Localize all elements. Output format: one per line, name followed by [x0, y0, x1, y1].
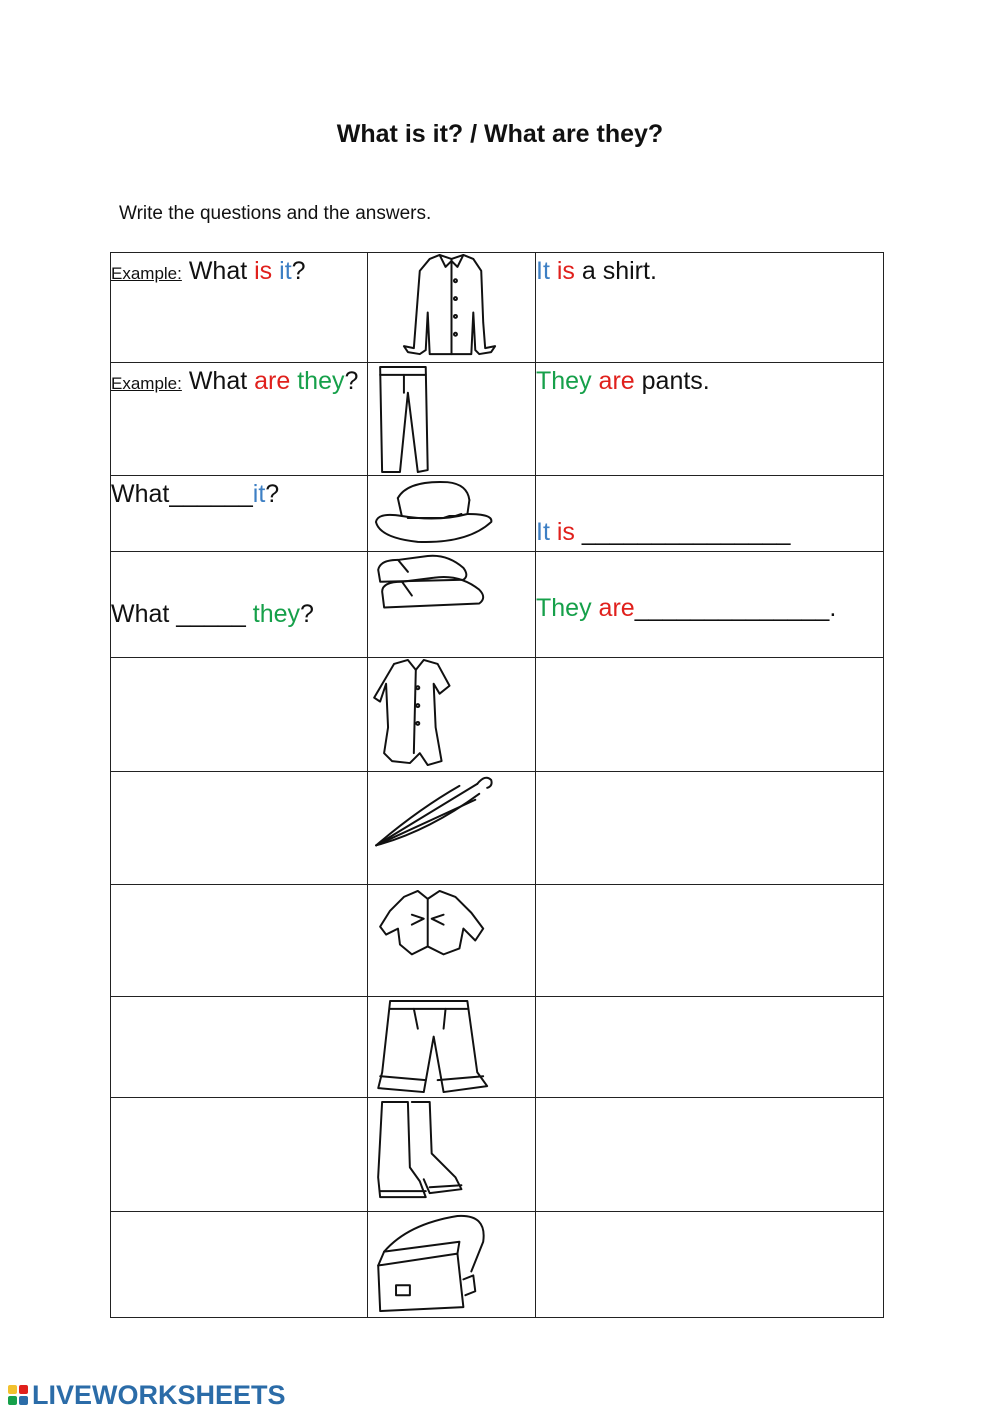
question-pronoun: it [279, 257, 292, 285]
picture-cell [368, 885, 536, 997]
space [592, 594, 599, 622]
question-word: What [181, 367, 255, 395]
question-verb: is [254, 257, 273, 285]
space [592, 367, 599, 395]
picture-cell [368, 476, 536, 552]
question-mark: ? [291, 257, 306, 285]
picture-cell [368, 253, 536, 363]
dress-icon [368, 658, 535, 771]
table-row [111, 253, 884, 363]
picture-cell [368, 363, 536, 476]
table-row [111, 772, 884, 885]
question-mark: ? [344, 367, 359, 395]
logo-text: LIVEWORKSHEETS [32, 1379, 286, 1410]
question-word: What [188, 257, 255, 285]
picture-cell [368, 658, 536, 772]
shorts-icon [368, 997, 535, 1097]
answer-cell [536, 658, 884, 772]
answer-verb: is [556, 257, 575, 285]
picture-cell [368, 552, 536, 658]
example-label: Example: [111, 374, 182, 393]
answer-cell [536, 1212, 884, 1318]
question-cell [111, 552, 368, 658]
answer-blank: _______________ [574, 518, 791, 546]
answer-pronoun: It [536, 518, 550, 546]
hat-icon [368, 476, 535, 551]
question-cell [111, 476, 368, 552]
answer-cell [536, 552, 884, 658]
picture-cell [368, 1098, 536, 1212]
answer-cell [536, 997, 884, 1098]
question-cell [111, 772, 368, 885]
picture-cell [368, 772, 536, 885]
space [550, 257, 557, 285]
table-row [111, 997, 884, 1098]
jacket-icon [368, 885, 535, 996]
example-label: Example: [111, 264, 182, 283]
bag-icon [368, 1212, 535, 1317]
liveworksheets-logo [8, 1380, 286, 1410]
picture-cell [368, 997, 536, 1098]
table-row [111, 1212, 884, 1318]
worksheet-table [110, 252, 884, 1318]
question-verb: are [254, 367, 291, 395]
answer-pronoun: They [536, 594, 592, 622]
space [550, 518, 557, 546]
instructions: Write the questions and the answers. [119, 203, 432, 224]
shirt-icon [368, 253, 535, 362]
answer-rest: pants. [634, 367, 710, 395]
answer-pronoun: It [536, 257, 550, 285]
question-cell [111, 658, 368, 772]
question-word: What______ [111, 480, 253, 508]
table-row [111, 1098, 884, 1212]
pants-icon [368, 363, 535, 475]
table-row [111, 552, 884, 658]
question-mark: ? [265, 480, 280, 508]
answer-rest: a shirt. [574, 257, 657, 285]
umbrella-icon [368, 772, 535, 884]
answer-cell [536, 885, 884, 997]
question-word: What _____ [111, 600, 253, 628]
answer-cell [536, 253, 884, 363]
question-pronoun: they [297, 367, 345, 395]
question-pronoun: they [252, 600, 301, 628]
table-row [111, 658, 884, 772]
worksheet-title: What is it? / What are they? [336, 120, 664, 148]
table-row [111, 363, 884, 476]
question-cell [111, 1098, 368, 1212]
answer-verb: are [598, 367, 635, 395]
answer-verb: is [556, 518, 575, 546]
question-cell [111, 253, 368, 363]
answer-verb: are [598, 594, 635, 622]
table-row [111, 476, 884, 552]
answer-cell [536, 476, 884, 552]
question-cell [111, 1212, 368, 1318]
question-cell [111, 997, 368, 1098]
question-pronoun: it [252, 480, 266, 508]
answer-cell [536, 1098, 884, 1212]
question-cell [111, 363, 368, 476]
answer-blank: ______________. [634, 594, 837, 622]
answer-cell [536, 363, 884, 476]
boots-icon [368, 1098, 535, 1211]
table-row [111, 885, 884, 997]
logo-icon [8, 1385, 28, 1405]
answer-cell [536, 772, 884, 885]
answer-pronoun: They [536, 367, 592, 395]
question-mark: ? [300, 600, 314, 628]
shoes-icon [368, 552, 535, 657]
picture-cell [368, 1212, 536, 1318]
question-cell [111, 885, 368, 997]
